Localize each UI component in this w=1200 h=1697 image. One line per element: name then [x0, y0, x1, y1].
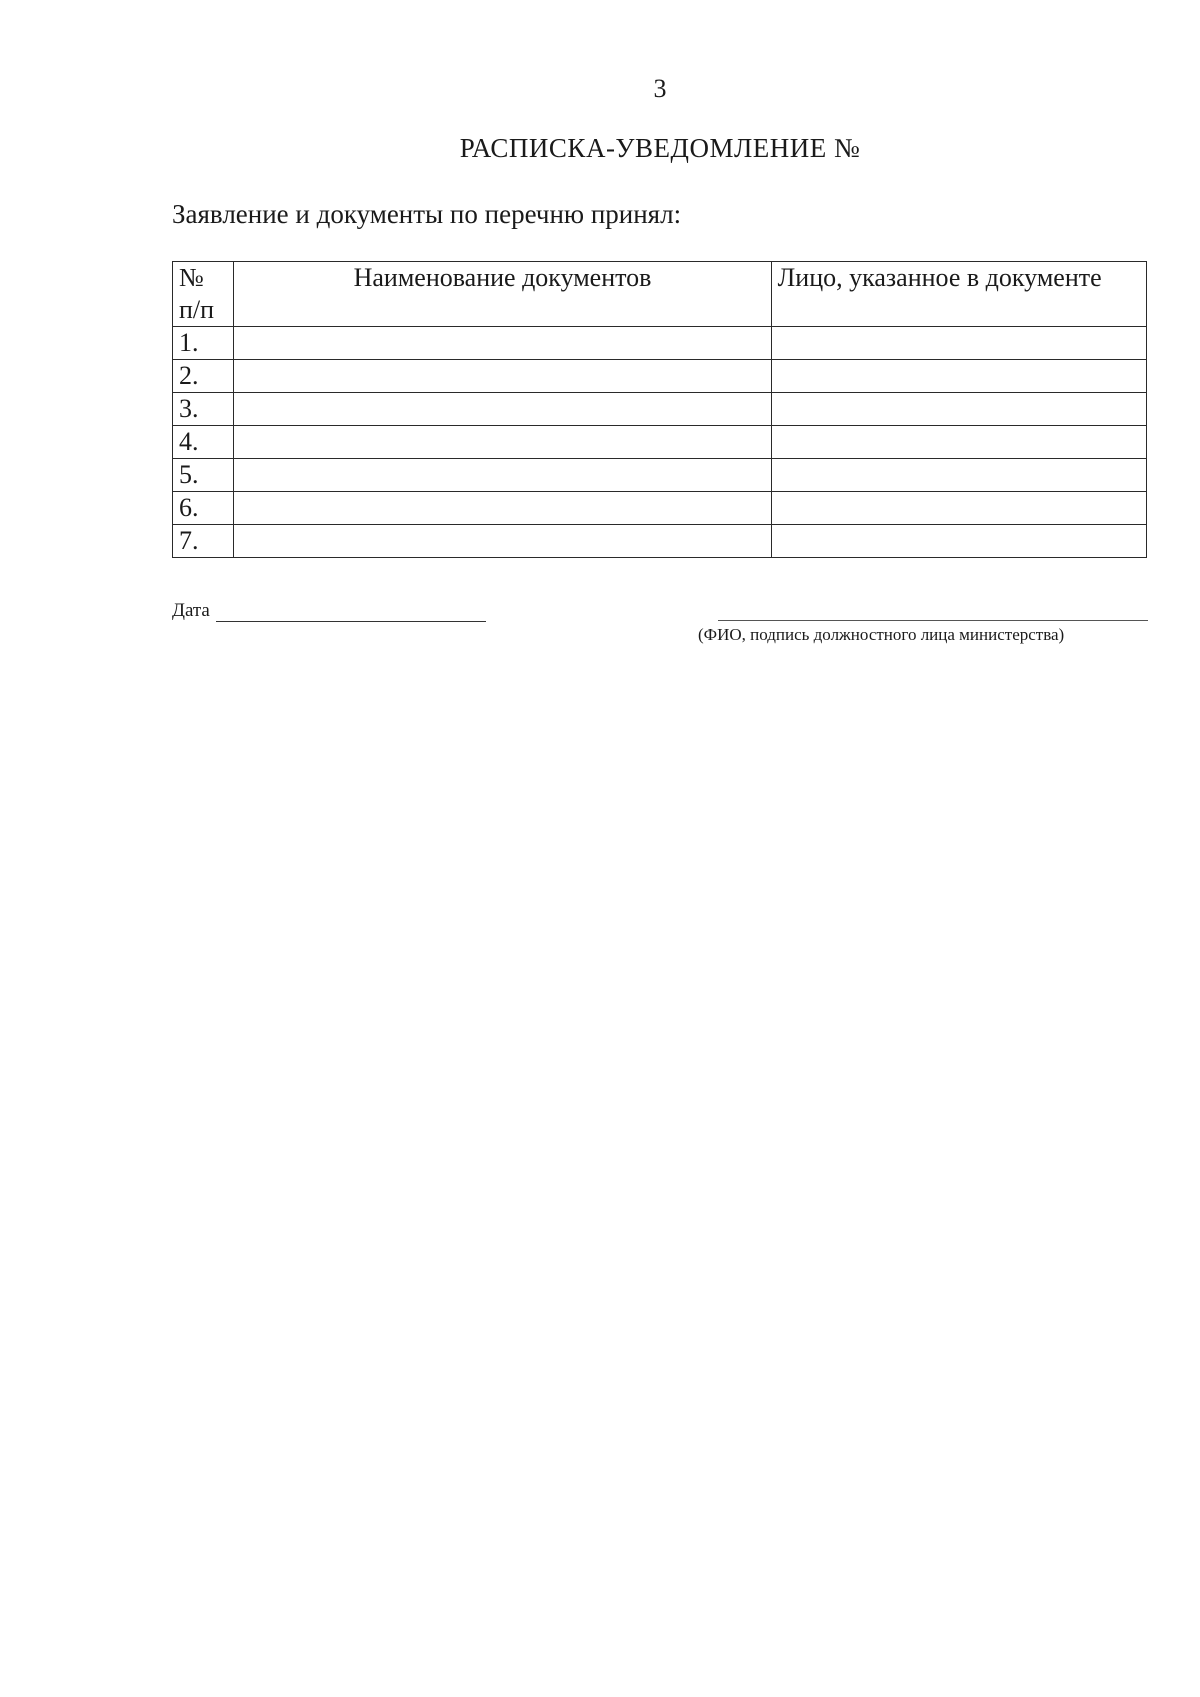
document-title: РАСПИСКА-УВЕДОМЛЕНИЕ №	[459, 133, 861, 163]
row-number: 6.	[173, 492, 234, 525]
row-number: 1.	[173, 327, 234, 360]
row-number: 4.	[173, 426, 234, 459]
row-person	[771, 492, 1146, 525]
header-person: Лицо, указанное в документе	[777, 263, 1102, 292]
header-document-name: Наименование документов	[353, 263, 652, 292]
row-document-name	[234, 393, 771, 426]
table-row	[173, 426, 1147, 459]
table-row	[173, 525, 1147, 558]
table-header-row	[173, 262, 1147, 327]
row-person	[771, 525, 1146, 558]
signature-line	[718, 620, 1148, 621]
row-person	[771, 426, 1146, 459]
table-row	[173, 393, 1147, 426]
table-row	[173, 492, 1147, 525]
date-field-line	[216, 601, 486, 622]
header-number-symbol: №	[179, 263, 204, 292]
row-person	[771, 327, 1146, 360]
row-document-name	[234, 525, 771, 558]
table-row	[173, 459, 1147, 492]
header-name-cell	[234, 262, 771, 327]
header-person-cell	[771, 262, 1146, 327]
signature-caption: (ФИО, подпись должностного лица министерства)	[698, 625, 1065, 644]
row-number: 3.	[173, 393, 234, 426]
table-row	[173, 327, 1147, 360]
row-number: 7.	[173, 525, 234, 558]
row-person	[771, 393, 1146, 426]
row-person	[771, 360, 1146, 393]
table-row	[173, 360, 1147, 393]
header-number-cell	[173, 262, 234, 327]
date-block	[172, 600, 486, 622]
row-document-name	[234, 360, 771, 393]
header-number-abbr: п/п	[179, 295, 215, 324]
row-number: 2.	[173, 360, 234, 393]
date-label: Дата	[172, 600, 210, 621]
intro-text: Заявление и документы по перечню принял:	[172, 199, 682, 229]
row-person	[771, 459, 1146, 492]
row-document-name	[234, 459, 771, 492]
row-document-name	[234, 492, 771, 525]
page-number: 3	[653, 74, 667, 103]
row-number: 5.	[173, 459, 234, 492]
row-document-name	[234, 426, 771, 459]
row-document-name	[234, 327, 771, 360]
documents-table	[172, 261, 1147, 558]
